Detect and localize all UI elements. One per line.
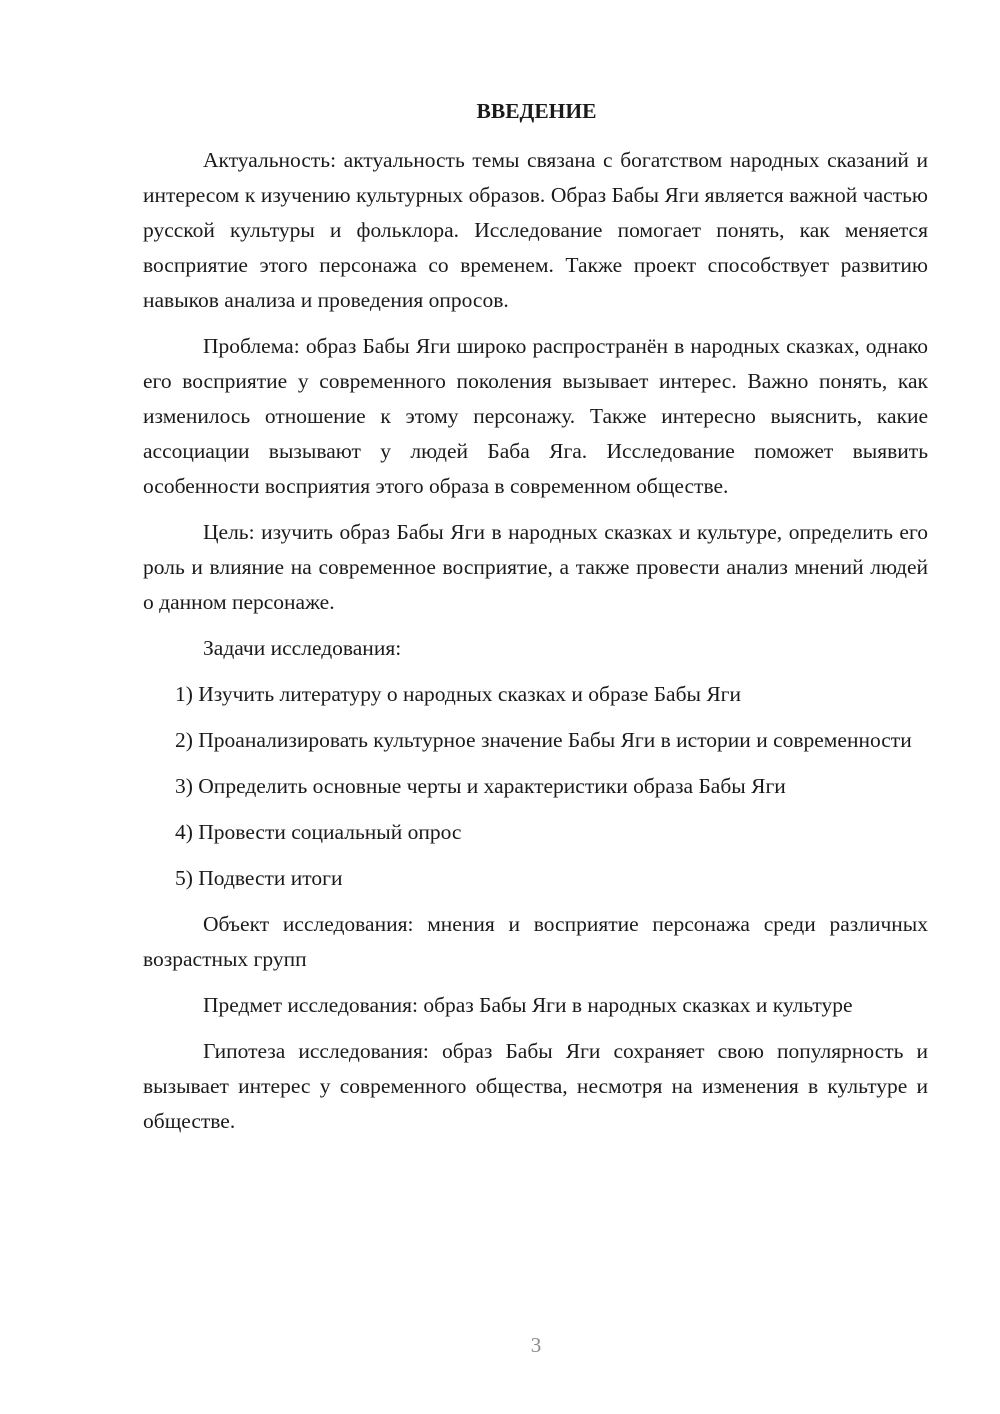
paragraph-subject: Предмет исследования: образ Бабы Яги в народных сказках и культуре bbox=[203, 993, 853, 1017]
paragraph-object: Объект исследования: мнения и восприятие персонажа среди различных возрастных групп bbox=[143, 912, 928, 971]
list-item: 2) Проанализировать культурное значение Бабы Яги в истории и современности bbox=[175, 728, 912, 752]
list-item: 4) Провести социальный опрос bbox=[175, 820, 462, 844]
document-page bbox=[143, 96, 928, 1150]
tasks-list bbox=[143, 677, 928, 896]
paragraph-relevance: Актуальность: актуальность темы связана с богатством народных сказаний и интересом к изучению культурных образов. Образ Бабы Яги является важной частью русской культуры и фольклора. Исследование помогает понять, как меняется восприятие этого персонажа со временем. Также проект способствует развитию навыков анализа и проведения опросов. bbox=[143, 148, 928, 312]
paragraph-problem: Проблема: образ Бабы Яги широко распространён в народных сказках, однако его восприятие у современного поколения вызывает интерес. Важно понять, как изменилось отношение к этому персонажу. Также интересно выяснить, какие ассоциации вызывают у людей Баба Яга. Исследование поможет выявить особенности восприятия этого образа в современном обществе. bbox=[143, 334, 928, 498]
list-item: 1) Изучить литературу о народных сказках и образе Бабы Яги bbox=[175, 682, 742, 706]
page-number: 3 bbox=[530, 1333, 542, 1357]
document-title: ВВЕДЕНИЕ bbox=[476, 99, 597, 123]
paragraph-hypothesis: Гипотеза исследования: образ Бабы Яги сохраняет свою популярность и вызывает интерес у современного общества, несмотря на изменения в культуре и обществе. bbox=[143, 1039, 928, 1133]
paragraph-goal: Цель: изучить образ Бабы Яги в народных сказках и культуре, определить его роль и влияние на современное восприятие, а также провести анализ мнений людей о данном персонаже. bbox=[143, 520, 928, 614]
list-item: 3) Определить основные черты и характеристики образа Бабы Яги bbox=[175, 774, 786, 798]
tasks-heading: Задачи исследования: bbox=[203, 636, 402, 660]
list-item: 5) Подвести итоги bbox=[175, 866, 343, 890]
